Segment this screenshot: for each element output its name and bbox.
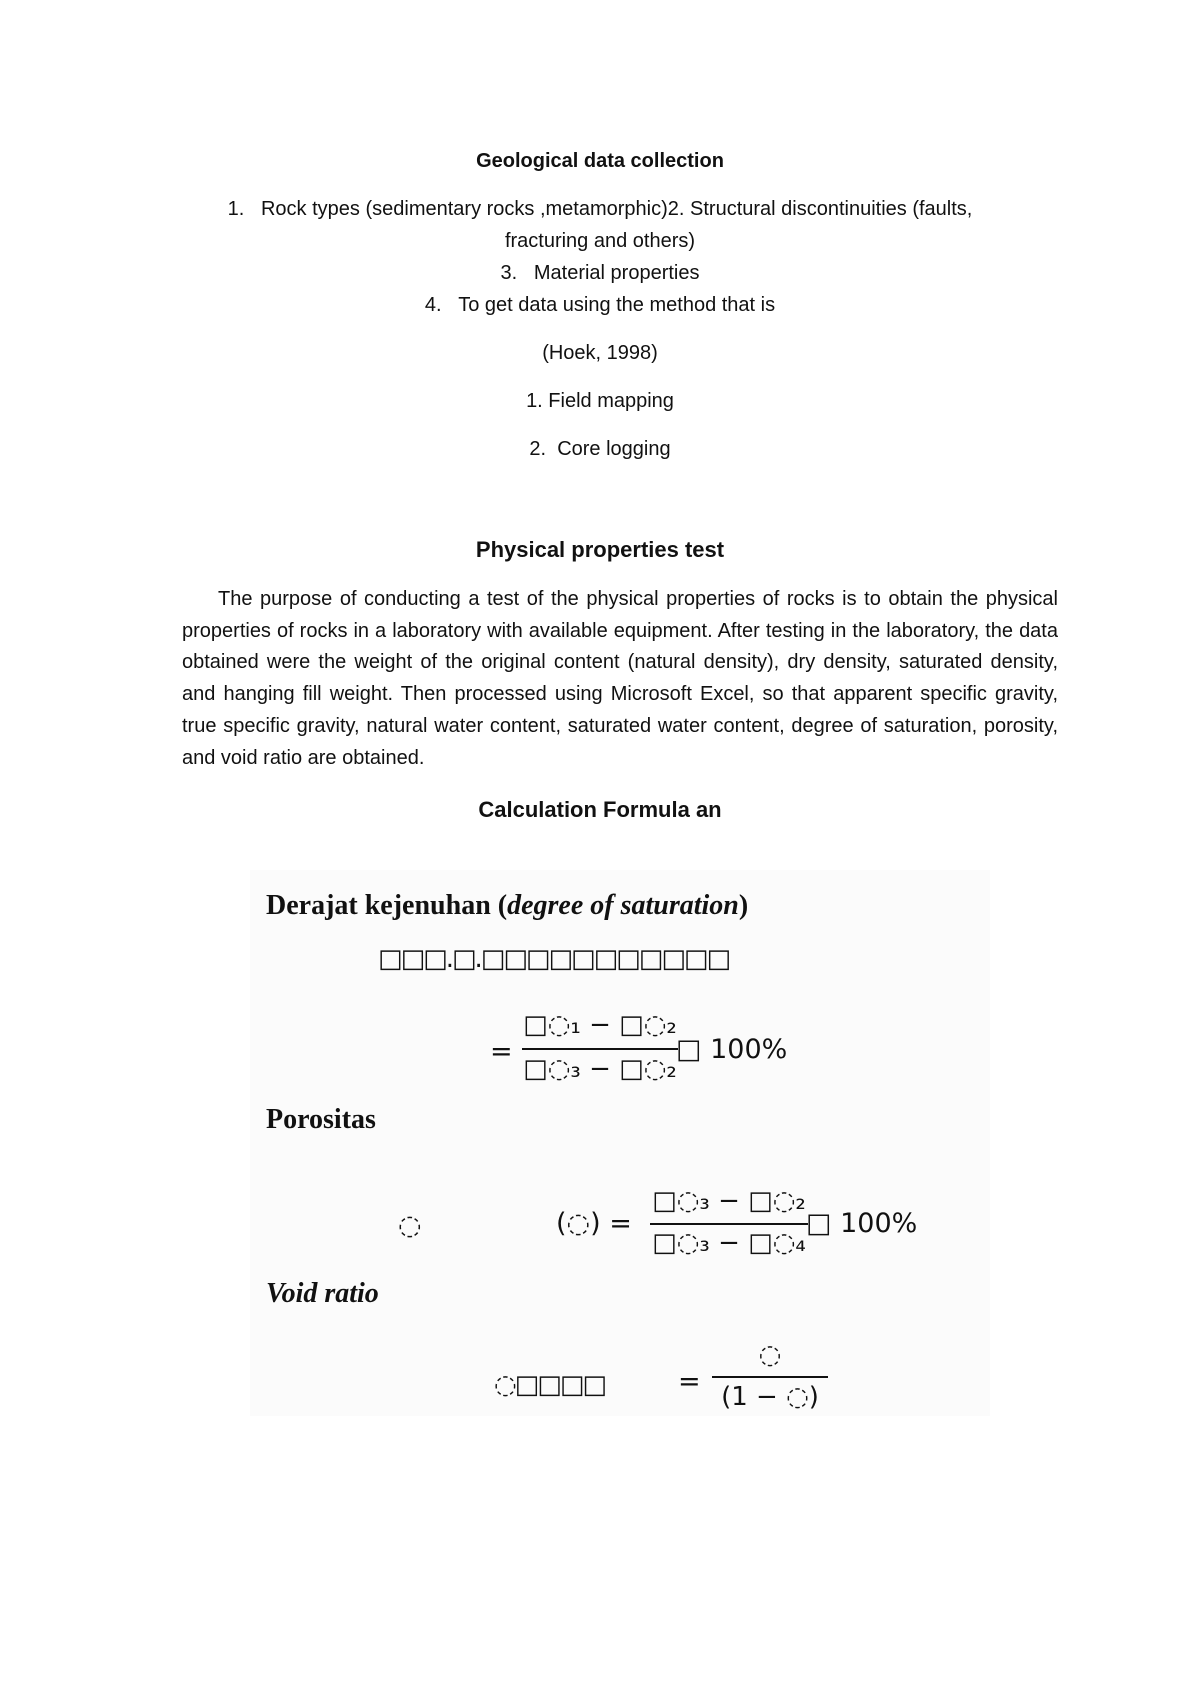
fraction-numerator: ◌ (758, 1340, 782, 1370)
percent-factor: □ 100% (806, 1208, 918, 1239)
fraction-denominator: □◌₃ − □◌₂ (523, 1054, 677, 1084)
fraction-bar (522, 1048, 678, 1050)
formula-title-void-ratio (266, 1278, 379, 1310)
formula-garbled-symbols: □□□.□.□□□□□□□□□□□ (378, 944, 730, 974)
title-part: ) (738, 890, 749, 921)
list-number: 3. (500, 262, 518, 284)
fraction-denominator: (1 − ◌) (721, 1382, 819, 1412)
list-item-3 (0, 260, 1200, 286)
fraction-denominator: □◌₃ − □◌₄ (652, 1228, 806, 1258)
title-italic: degree of saturation (507, 890, 739, 921)
porosity-symbol: ◌ (398, 1210, 422, 1241)
method-core-logging (0, 436, 1200, 462)
porosity-lhs: (◌) = (556, 1208, 632, 1239)
list-text: Core logging (557, 438, 671, 460)
list-text: Rock types (sedimentary rocks ,metamorphic)2. Structural discontinuities (faults, (260, 198, 973, 220)
fraction-bar (712, 1376, 828, 1378)
list-item-1 (0, 196, 1200, 222)
equals-sign: = (678, 1366, 701, 1397)
list-number: 1. (227, 198, 245, 220)
section-title-geological: Geological data collection (476, 150, 724, 172)
section-title-physical: Physical properties test (475, 537, 725, 562)
list-item-1-continued: fracturing and others) (504, 230, 696, 252)
citation: (Hoek, 1998) (542, 342, 658, 364)
list-text: To get data using the method that is (458, 294, 776, 316)
title-part: Derajat kejenuhan ( (266, 890, 508, 921)
list-text: Material properties (533, 262, 700, 284)
fraction-numerator: □◌₃ − □◌₂ (652, 1186, 806, 1216)
list-number: 4. (424, 294, 442, 316)
method-field-mapping: 1. Field mapping (526, 390, 674, 412)
title-italic: Void ratio (266, 1278, 379, 1309)
list-item-4 (0, 292, 1200, 318)
section-title-calculation: Calculation Formula an (478, 797, 722, 822)
fraction-numerator: □◌₁ − □◌₂ (523, 1010, 677, 1040)
equals-sign: = (490, 1036, 513, 1067)
body-paragraph: The purpose of conducting a test of the physical properties of rocks is to obtain the physical properties of rocks in a laboratory with available equipment. After testing in the laboratory, the data obtained were the weight of the original content (natural density), dry density, saturated density, and hanging fill weight. Then processed using Microsoft Excel, so that apparent specific gravity, true specific gravity, natural water content, saturated water content, degree of saturation, porosity, and void ratio are obtained. (182, 588, 1058, 769)
formula-title-porositas: Porositas (266, 1104, 376, 1135)
formula-title-degree-saturation (266, 890, 748, 922)
percent-factor: □ 100% (676, 1034, 788, 1065)
fraction-bar (650, 1223, 808, 1225)
list-number: 2. (529, 438, 547, 460)
void-ratio-lhs: ◌□□□□ (494, 1370, 605, 1400)
